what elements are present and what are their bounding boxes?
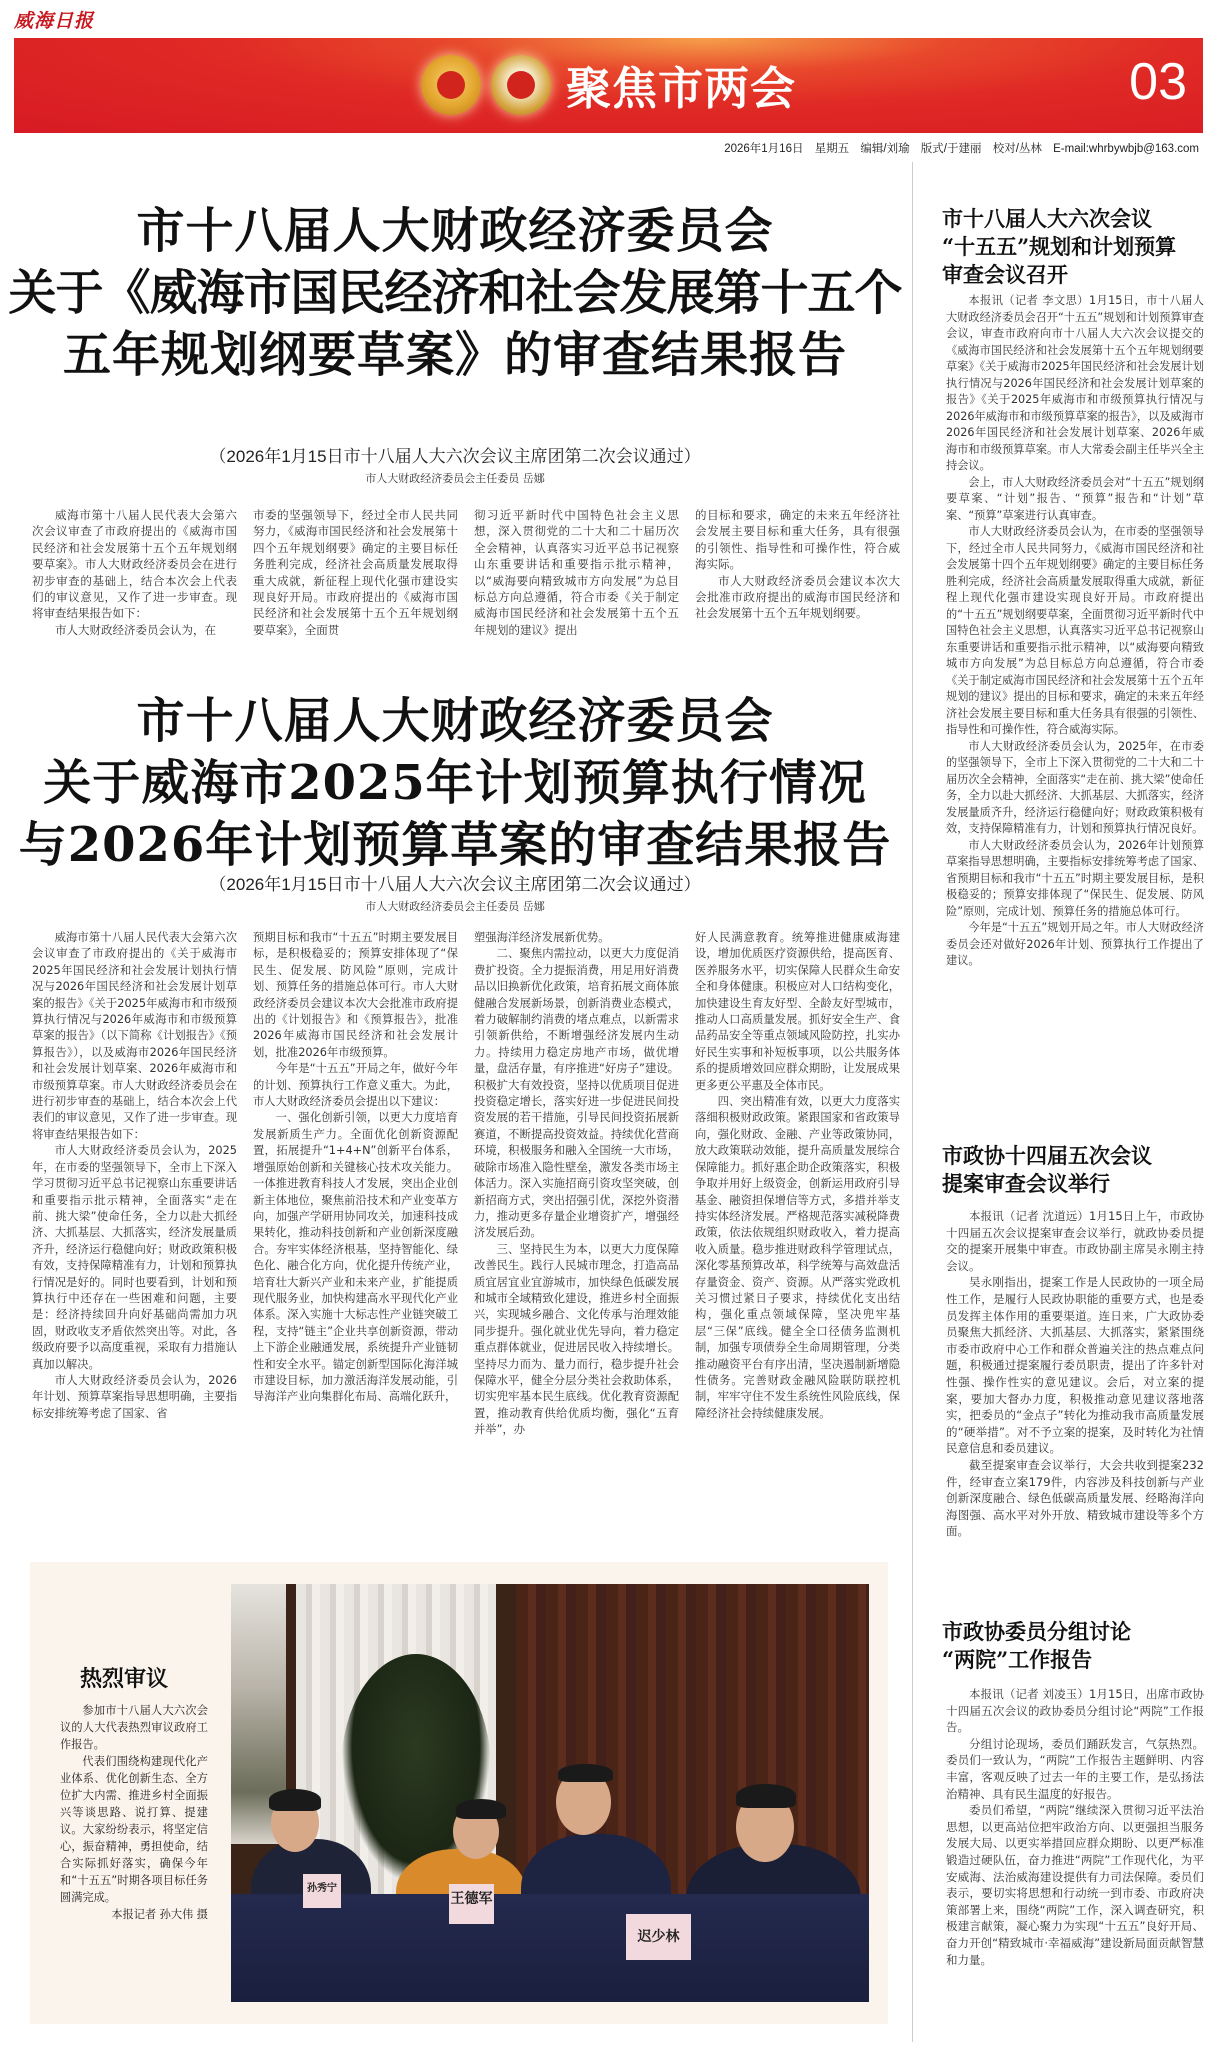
headline-line: 市十八届人大财政经济委员会 — [136, 693, 774, 749]
article1-column — [24, 507, 245, 638]
photo-credit: 本报记者 孙大伟 摄 — [111, 1908, 208, 1921]
paragraph: 四、突出精准有效，以更大力度落实落细积极财政政策。紧跟国家和省政策导向，强化财政、金融、产业等政策协同，放大政策联动效能，提升高质量发展综合保障能力。抓好惠企助企政策落实，积极争取并用好上级资金，创新运用政府引导基金、融资担保增信等方式，多措并举支持实体经济发展。严格规范落实减税降费政策，依法依规组织财政收入，着力提高收入质量。稳步推进财政科学管理试点，深化零基预算改革，科学统筹与高效盘活存量资金、资产、资源。从严落实党政机关习惯过紧日子要求，持续优化支出结构，强化重点领域保障，坚决兜牢基层“三保”底线。健全全口径债务监测机制，加强专项债券全生命周期管理，分类推动融资平台有序出清，坚决遏制新增隐性债务。完善财政金融风险联防联控机制，牢牢守住不发生系统性风险底线，保障经济社会持续健康发展。 — [695, 1095, 900, 1420]
paragraph: 预期目标和我市“十五五”时期主要发展目标，是积极稳妥的；预算安排体现了“保民生、促发展、防风险”原则，完成计划、预算任务的措施总体可行。市人大财政经济委员会建议本次大会批准市政府提出的《计划报告》和《预算报告》，批准2026年威海市国民经济和社会发展计划，批准2026年市级预算。 — [253, 931, 458, 1059]
paragraph: 市人大财政经济委员会认为，在市委的坚强领导下，经过全市人民共同努力，《威海市国民经济和社会发展第十四个五年规划纲要》确定的主要目标任务胜利完成，经济社会高质量发展取得重大成就，新征程上现代化强市建设实现良好开局。市政府提出的“十五五”规划纲要草案，全面贯彻习近平新时代中国特色社会主义思想，认真落实习近平总书记视察山东重要讲话和重要指示批示精神，以“威海要向精致城市方向发展”为总目标总方向总遵循，符合市委《关于制定威海市国民经济和社会发展第十五个五年规划的建议》提出的目标和要求，确定的未来五年经济社会发展主要目标和重大任务具有很强的引领性、指导性和可操作性，符合威海实际。 — [946, 525, 1204, 736]
article1-subtitle: （2026年1月15日市十八届人大六次会议主席团第二次会议通过） — [209, 447, 701, 466]
nameplate: 王德军 — [449, 1884, 494, 1924]
headline-line: 提案审查会议举行 — [942, 1171, 1110, 1196]
sidebar-story-3-body — [946, 1686, 1204, 1968]
headline-line: “十五五”规划和计划预算 — [942, 234, 1177, 259]
cppcc-emblem-icon — [491, 55, 551, 115]
article2-headline — [0, 690, 910, 876]
paragraph: 截至提案审查会议举行，大会共收到提案232件，经审查立案179件，内容涉及科技创新与产业创新深度融合、绿色低碳高质量发展、经略海洋向海图强、高水平对外开放、精致城市建设等多个方面。 — [946, 1457, 1204, 1539]
article1-body — [24, 507, 910, 638]
paragraph: 今年是“十五五”开局之年，做好今年的计划、预算执行工作意义重大。为此，市人大财政经济委员会提出以下建议： — [253, 1062, 458, 1109]
headline-line: 五年规划纲要草案》的审查结果报告 — [62, 327, 847, 383]
article1-column — [245, 507, 466, 638]
page-number: 03 — [1129, 53, 1187, 111]
article2-body — [24, 930, 910, 1439]
person-hair — [558, 1764, 613, 1782]
person-hair — [269, 1789, 321, 1811]
paragraph: 市人大财政经济委员会建议本次大会批准市政府提出的威海市国民经济和社会发展第十五个五年规划纲要。 — [695, 573, 900, 621]
caption-paragraph: 参加市十八届人大六次会议的人大代表热烈审议政府工作报告。 — [60, 1704, 208, 1751]
article2-subtitle: （2026年1月15日市十八届人大六次会议主席团第二次会议通过） — [209, 875, 701, 894]
section-banner — [14, 38, 1203, 133]
headline-line: 关于威海市2025年计划预算执行情况 — [43, 755, 867, 811]
nameplate: 孙秀宁 — [303, 1874, 341, 1908]
article2-column — [466, 930, 687, 1439]
paragraph: 市人大财政经济委员会认为，2025年，在市委的坚强领导下，全市上下深入贯彻党的二十大和二十届历次全会精神，全面落实“走在前、挑大梁”使命任务，全力以赴大抓经济、大抓基层、大抓落实，经济发展量质齐升，经济运行稳健向好；财政政策积极有效，支持保障精准有力，计划和预算执行情况良好。 — [946, 739, 1204, 835]
paragraph: 委员们希望，“两院”继续深入贯彻习近平法治思想，以更高站位把牢政治方向、以更强担当服务发展大局、以更实举措回应群众期盼、以更严标准锻造过硬队伍，奋力推进“两院”工作现代化，为平安威海、法治威海建设提供有力司法保障。委员们表示，要切实将思想和行动统一到市委、市政府决策部署上来，围绕“两院”工作，深入调查研究，积极建言献策，凝心聚力为实现“十五五”良好开局、奋力开创“精致城市·幸福威海”建设新局面贡献智慧和力量。 — [946, 1803, 1204, 1967]
article2-column — [687, 930, 908, 1439]
paragraph: 威海市第十八届人民代表大会第六次会议审查了市政府提出的《威海市国民经济和社会发展第十五个五年规划纲要草案》。市人大财政经济委员会在进行初步审查的基础上，结合本次会上代表们的审议意见，又作了进一步审查。现将审查结果报告如下： — [32, 508, 237, 621]
headline-line: 市政协委员分组讨论 — [942, 1619, 1131, 1644]
photo-feature-title: 热烈审议 — [79, 1666, 168, 1692]
paragraph: 二、聚焦内需拉动，以更大力度促消费扩投资。全力提振消费，用足用好消费品以旧换新优化政策，培育拓展文商体旅健融合发展新场景，创新消费业态模式，着力破解制约消费的堵点难点，以新需求引领新供给，不断增强经济发展内生动力。持续用力稳定房地产市场，做优增量，盘活存量，有序推进“好房子”建设。积极扩大有效投资，坚持以优质项目促进投资稳定增长，落实好进一步促进民间投资发展的若干措施，引导民间投资拓展新赛道，不断提高投资效益。持续优化营商环境，积极服务和融入全国统一大市场，破除市场准入隐性壁垒，激发各类市场主体活力。深入实施招商引资攻坚突破，创新招商方式，突出招强引优，深挖外资潜力，推动更多存量企业增资扩产，增强经济发展后劲。 — [474, 947, 679, 1240]
contact-email[interactable]: E-mail:whrbywbjb@163.com — [1053, 143, 1199, 155]
paragraph: 一、强化创新引领，以更大力度培育发展新质生产力。全面优化创新资源配置，拓展提升“1+4+N”创新平台体系，增强原始创新和关键核心技术攻关能力。一体推进教育科技人才发展，突出企业创新主体地位，聚焦前沿技术和产业变革方向，加强产学研用协同攻关，加速科技成果转化，推动科技创新和产业创新深度融合。夯牢实体经济根基，坚持智能化、绿色化、融合化方向，优化提升传统产业，培育壮大新兴产业和未来产业，扩能提质现代服务业，加快构建高水平现代化产业体系。深入实施十大标志性产业链突破工程，支持“链主”企业共享创新资源，带动上下游企业融通发展，系统提升产业链韧性和安全水平。锚定创新型国际化海洋城市建设目标，加力激活海洋发展动能，引导海洋产业向集群化布局、高端化跃升， — [253, 1111, 458, 1404]
meeting-photo[interactable] — [231, 1584, 869, 2002]
paragraph: 塑强海洋经济发展新优势。 — [474, 931, 610, 944]
paragraph: 彻习近平新时代中国特色社会主义思想，深入贯彻党的二十大和二十届历次全会精神，认真落实习近平总书记视察山东重要讲话和重要指示批示精神，以“威海要向精致城市方向发展”为总目标总方向总遵循，符合市委《关于制定威海市国民经济和社会发展第十五个五年规划的建议》提出 — [474, 508, 679, 637]
paragraph: 市委的坚强领导下，经过全市人民共同努力，《威海市国民经济和社会发展第十四个五年规划纲要》确定的主要目标任务胜利完成，经济社会高质量发展取得重大成就，新征程上现代化强市建设实现良好开局。市政府提出的《威海市国民经济和社会发展第十五个五年规划纲要草案》，全面贯 — [253, 508, 458, 637]
layout-credit: 版式/于建丽 — [920, 143, 982, 155]
page-meta — [716, 140, 1199, 156]
paragraph: 三、坚持民生为本，以更大力度保障改善民生。践行人民城市理念，打造高品质宜居宜业宜游城市，加快绿色低碳发展和城市全域精致化建设，推进乡村全面振兴，实现城乡融合、文化传承与治理效能同步提升。强化就业优先导向，着力稳定重点群体就业，促进居民收入持续增长。坚持尽力而为、量力而行，稳步提升社会保障水平，健全分层分类社会救助体系，切实兜牢基本民生底线。优化教育资源配置，推动教育供给优质均衡，强化“五育并举”，办 — [474, 1242, 679, 1437]
paragraph: 今年是“十五五”规划开局之年。市人大财政经济委员会还对做好2026年计划、预算执行工作提出了建议。 — [946, 921, 1204, 967]
paragraph: 分组讨论现场，委员们踊跃发言，气氛热烈。委员们一致认为，“两院”工作报告主题鲜明、内容丰富，客观反映了过去一年的主要工作，是弘扬法治精神、具有民生温度的好报告。 — [946, 1736, 1204, 1801]
issue-date: 2026年1月16日 — [724, 143, 804, 155]
editor-credit: 编辑/刘瑜 — [860, 143, 910, 155]
national-emblem-icon — [421, 55, 481, 115]
sidebar-story-2-body — [946, 1208, 1204, 1540]
paragraph: 好人民满意教育。统筹推进健康威海建设，增加优质医疗资源供给，提高医育、医养服务水平，切实保障人民群众生命安全和身体健康。积极应对人口结构变化，加快建设生育友好型、全龄友好型城市，推动人口高质量发展。抓好安全生产、食品药品安全等重点领域风险防控，扎实办好民生实事和补短板事项，以公共服务体系的提质增效回应群众期盼，让发展成果更多更公平惠及全体市民。 — [695, 931, 900, 1092]
paragraph: 市人大财政经济委员会认为，2026年计划预算草案指导思想明确，主要指标安排统筹考虑了国家、省预期目标和我市“十五五”时期主要发展目标，是积极稳妥的；预算安排体现了“保民生、促发展、防风险”原则，完成计划、预算任务的措施总体可行。 — [946, 838, 1204, 918]
article2-byline: 市人大财政经济委员会主任委员 岳娜 — [365, 900, 545, 913]
photo-caption — [60, 1702, 208, 1923]
photo-table — [231, 1894, 869, 2002]
paragraph: 市人大财政经济委员会认为，在 — [55, 622, 216, 637]
headline-line: 审查会议召开 — [942, 262, 1068, 287]
paragraph: 本报讯（记者 沈道远）1月15日上午，市政协十四届五次会议提案审查会议举行，就政协委员提交的提案开展集中审查。市政协副主席吴永刚主持会议。 — [946, 1209, 1204, 1273]
caption-paragraph: 代表们围绕构建现代化产业体系、优化创新生态、全方位扩大内需、推进乡村全面振兴等谈思路、说打算、提建议。大家纷纷表示，将坚定信心，振奋精神，勇担使命，结合实际抓好落实，确保今年和“十五五”时期各项目标任务圆满完成。 — [60, 1755, 208, 1904]
nameplate: 迟少林 — [626, 1914, 691, 1960]
column-divider — [912, 162, 913, 2042]
headline-line: 市十八届人大六次会议 — [942, 206, 1152, 231]
paragraph: 市人大财政经济委员会认为，2026年计划、预算草案指导思想明确，主要指标安排统筹考虑了国家、省 — [32, 1373, 237, 1420]
person-hair — [456, 1799, 506, 1819]
article1-column — [687, 507, 908, 638]
article1-column — [466, 507, 687, 638]
paragraph: 市人大财政经济委员会认为，2025年，在市委的坚强领导下，全市上下深入学习贯彻习近平总书记视察山东重要讲话和重要指示批示精神，全面落实“走在前、挑大梁”使命任务，全力以赴大抓经济、大抓基层、大抓落实，经济发展量质齐升，经济运行稳健向好；财政政策积极有效，支持保障精准有力，计划和预算执行情况是好的。同时也要看到，计划和预算执行中还存在一些困难和问题，主要是：经济持续回升向好基础尚需加力巩固，财政收支矛盾依然突出等。对此，各级政府要予以高度重视，采取有力措施认真加以解决。 — [32, 1144, 237, 1371]
paragraph: 的目标和要求，确定的未来五年经济社会发展主要目标和重大任务，具有很强的引领性、指导性和可操作性，符合威海实际。 — [695, 508, 900, 572]
article2-column — [245, 930, 466, 1439]
sidebar-headline-3 — [942, 1618, 1202, 1674]
issue-weekday: 星期五 — [814, 143, 850, 155]
paragraph: 吴永刚指出，提案工作是人民政协的一项全局性工作，是履行人民政协职能的重要方式，也是委员发挥主体作用的重要渠道。连日来，广大政协委员聚焦大抓经济、大抓基层、大抓落实，紧紧围绕市委市政府中心工作和群众普遍关注的热点难点问题，积极通过提案履行委员职责，提出了许多针对性强、操作性实的意见建议。会后，对立案的提案，要加大督办力度，积极推动意见建议落地落实，把委员的“金点子”转化为推动我市高质量发展的“硬举措”。对不予立案的提案，及时转化为社情民意信息和委员建议。 — [946, 1275, 1204, 1456]
sidebar-headline-2 — [942, 1142, 1202, 1198]
section-title: 聚焦市两会 — [566, 62, 797, 115]
paragraph: 本报讯（记者 刘凌玉）1月15日，出席市政协十四届五次会议的政协委员分组讨论“两院”工作报告。 — [946, 1687, 1204, 1735]
person-hair — [736, 1784, 796, 1808]
headline-line: 市十八届人大财政经济委员会 — [136, 203, 774, 259]
article2-column — [24, 930, 245, 1439]
paragraph: 威海市第十八届人民代表大会第六次会议审查了市政府提出的《关于威海市2025年国民经济和社会发展计划执行情况与2026年国民经济和社会发展计划草案的报告》《关于2025年威海市和市级预算执行情况与2026年威海市和市级预算草案的报告》（以下简称《计划报告》《预算报告》），以及威海市2026年国民经济和社会发展计划草案、2026年威海市和市级预算草案。市人大财政经济委员会在进行初步审查的基础上，结合本次会上代表们的审议意见，又作了进一步审查。现将审查结果报告如下： — [32, 931, 237, 1141]
headline-line: 关于《威海市国民经济和社会发展第十五个 — [8, 265, 902, 321]
proofread-credit: 校对/丛林 — [992, 143, 1042, 155]
article1-headline — [0, 200, 910, 386]
paragraph: 会上，市人大财政经济委员会对“十五五”规划纲要草案、“计划”报告、“预算”报告和“计划”草案、“预算”草案进行认真审查。 — [946, 475, 1204, 522]
headline-line: 市政协十四届五次会议 — [942, 1143, 1152, 1168]
newspaper-logo: 威海日报 — [14, 10, 95, 32]
sidebar-headline-1 — [942, 205, 1202, 289]
headline-line: 与2026年计划预算草案的审查结果报告 — [18, 817, 892, 873]
headline-line: “两院”工作报告 — [942, 1647, 1093, 1672]
article1-byline: 市人大财政经济委员会主任委员 岳娜 — [365, 472, 545, 485]
paragraph: 本报讯（记者 李文思）1月15日，市十八届人大财政经济委员会召开“十五五”规划和计划预算审查会议，审查市政府向市十八届人大六次会议提交的《威海市国民经济和社会发展第十五个五年规划纲要草案》《关于威海市2025年国民经济和社会发展计划执行情况与2026年国民经济和社会发展计划草案的报告》《关于2025年威海市和市级预算执行情况与2026年威海市和市级预算草案的报告》，以及威海市2026年国民经济和社会发展计划草案、2026年威海市和市级预算草案。市人大常委会副主任毕兴全主持会议。 — [946, 294, 1204, 472]
sidebar-story-1-body — [946, 293, 1204, 970]
